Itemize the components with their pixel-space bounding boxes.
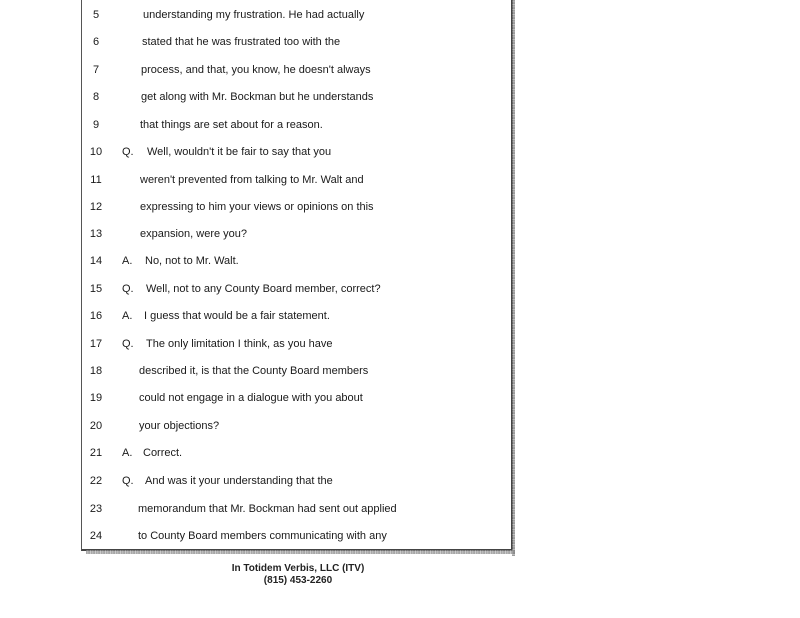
transcript-line bbox=[0, 279, 520, 299]
line-text: Well, not to any County Board member, correct? bbox=[146, 283, 381, 295]
page-shadow-bottom bbox=[86, 550, 515, 554]
transcript-line bbox=[0, 115, 520, 135]
line-text: to County Board members communicating with any bbox=[138, 530, 387, 542]
line-number: 14 bbox=[89, 255, 103, 267]
speaker-label: A. bbox=[122, 255, 133, 267]
speaker-label: Q. bbox=[122, 283, 134, 295]
line-text: I guess that would be a fair statement. bbox=[144, 310, 330, 322]
line-text: memorandum that Mr. Bockman had sent out applied bbox=[138, 503, 397, 515]
speaker-label: Q. bbox=[122, 146, 134, 158]
transcript-line bbox=[0, 251, 520, 271]
line-text: Well, wouldn't it be fair to say that you bbox=[147, 146, 332, 158]
line-number: 13 bbox=[89, 228, 103, 240]
line-text: understanding my frustration. He had actually bbox=[143, 9, 365, 21]
transcript-line bbox=[0, 334, 520, 354]
line-text: Correct. bbox=[143, 447, 183, 459]
line-text: described it, is that the County Board members bbox=[139, 365, 369, 377]
line-number: 11 bbox=[90, 174, 102, 186]
speaker-label: Q. bbox=[122, 338, 134, 350]
line-text: expansion, were you? bbox=[140, 228, 248, 240]
transcript-line bbox=[0, 5, 520, 25]
line-number: 23 bbox=[89, 503, 103, 515]
line-number: 7 bbox=[92, 64, 100, 76]
line-number: 12 bbox=[89, 201, 103, 213]
transcript-line bbox=[0, 361, 520, 381]
speaker-label: A. bbox=[122, 310, 133, 322]
transcript-line bbox=[0, 224, 520, 244]
line-text: process, and that, you know, he doesn't always bbox=[141, 64, 371, 76]
line-number: 19 bbox=[89, 392, 103, 404]
line-text: The only limitation I think, as you have bbox=[146, 338, 333, 350]
line-text: stated that he was frustrated too with the bbox=[142, 36, 341, 48]
line-number: 9 bbox=[92, 119, 100, 131]
line-text: No, not to Mr. Walt. bbox=[145, 255, 239, 267]
line-number: 17 bbox=[89, 338, 103, 350]
transcript-page-frame bbox=[81, 0, 513, 551]
line-text: your objections? bbox=[139, 420, 220, 432]
footer-phone: (815) 453-2260 bbox=[263, 575, 333, 586]
transcript-line bbox=[0, 526, 520, 546]
transcript-line bbox=[0, 499, 520, 519]
line-number: 10 bbox=[89, 146, 103, 158]
line-number: 15 bbox=[89, 283, 103, 295]
line-text: that things are set about for a reason. bbox=[140, 119, 323, 131]
speaker-label: A. bbox=[122, 447, 133, 459]
page-footer bbox=[200, 563, 396, 587]
transcript-line bbox=[0, 32, 520, 52]
transcript-line bbox=[0, 416, 520, 436]
transcript-line bbox=[0, 87, 520, 107]
line-number: 22 bbox=[89, 475, 103, 487]
transcript-line bbox=[0, 388, 520, 408]
transcript-line bbox=[0, 471, 520, 491]
footer-company: In Totidem Verbis, LLC (ITV) bbox=[231, 563, 365, 574]
transcript-line bbox=[0, 60, 520, 80]
line-number: 16 bbox=[89, 310, 103, 322]
line-number: 6 bbox=[92, 36, 100, 48]
line-text: weren't prevented from talking to Mr. Walt and bbox=[140, 174, 364, 186]
line-number: 21 bbox=[89, 447, 103, 459]
line-number: 8 bbox=[92, 91, 100, 103]
line-number: 24 bbox=[89, 530, 103, 542]
line-text: get along with Mr. Bockman but he understands bbox=[141, 91, 374, 103]
transcript-line bbox=[0, 443, 520, 463]
line-text: could not engage in a dialogue with you about bbox=[139, 392, 363, 404]
line-number: 20 bbox=[89, 420, 103, 432]
line-number: 18 bbox=[89, 365, 103, 377]
transcript-line bbox=[0, 170, 520, 190]
transcript-line bbox=[0, 142, 520, 162]
line-text: expressing to him your views or opinions on this bbox=[140, 201, 374, 213]
line-number: 5 bbox=[92, 9, 100, 21]
transcript-line bbox=[0, 306, 520, 326]
speaker-label: Q. bbox=[122, 475, 134, 487]
transcript-line bbox=[0, 197, 520, 217]
line-text: And was it your understanding that the bbox=[145, 475, 333, 487]
